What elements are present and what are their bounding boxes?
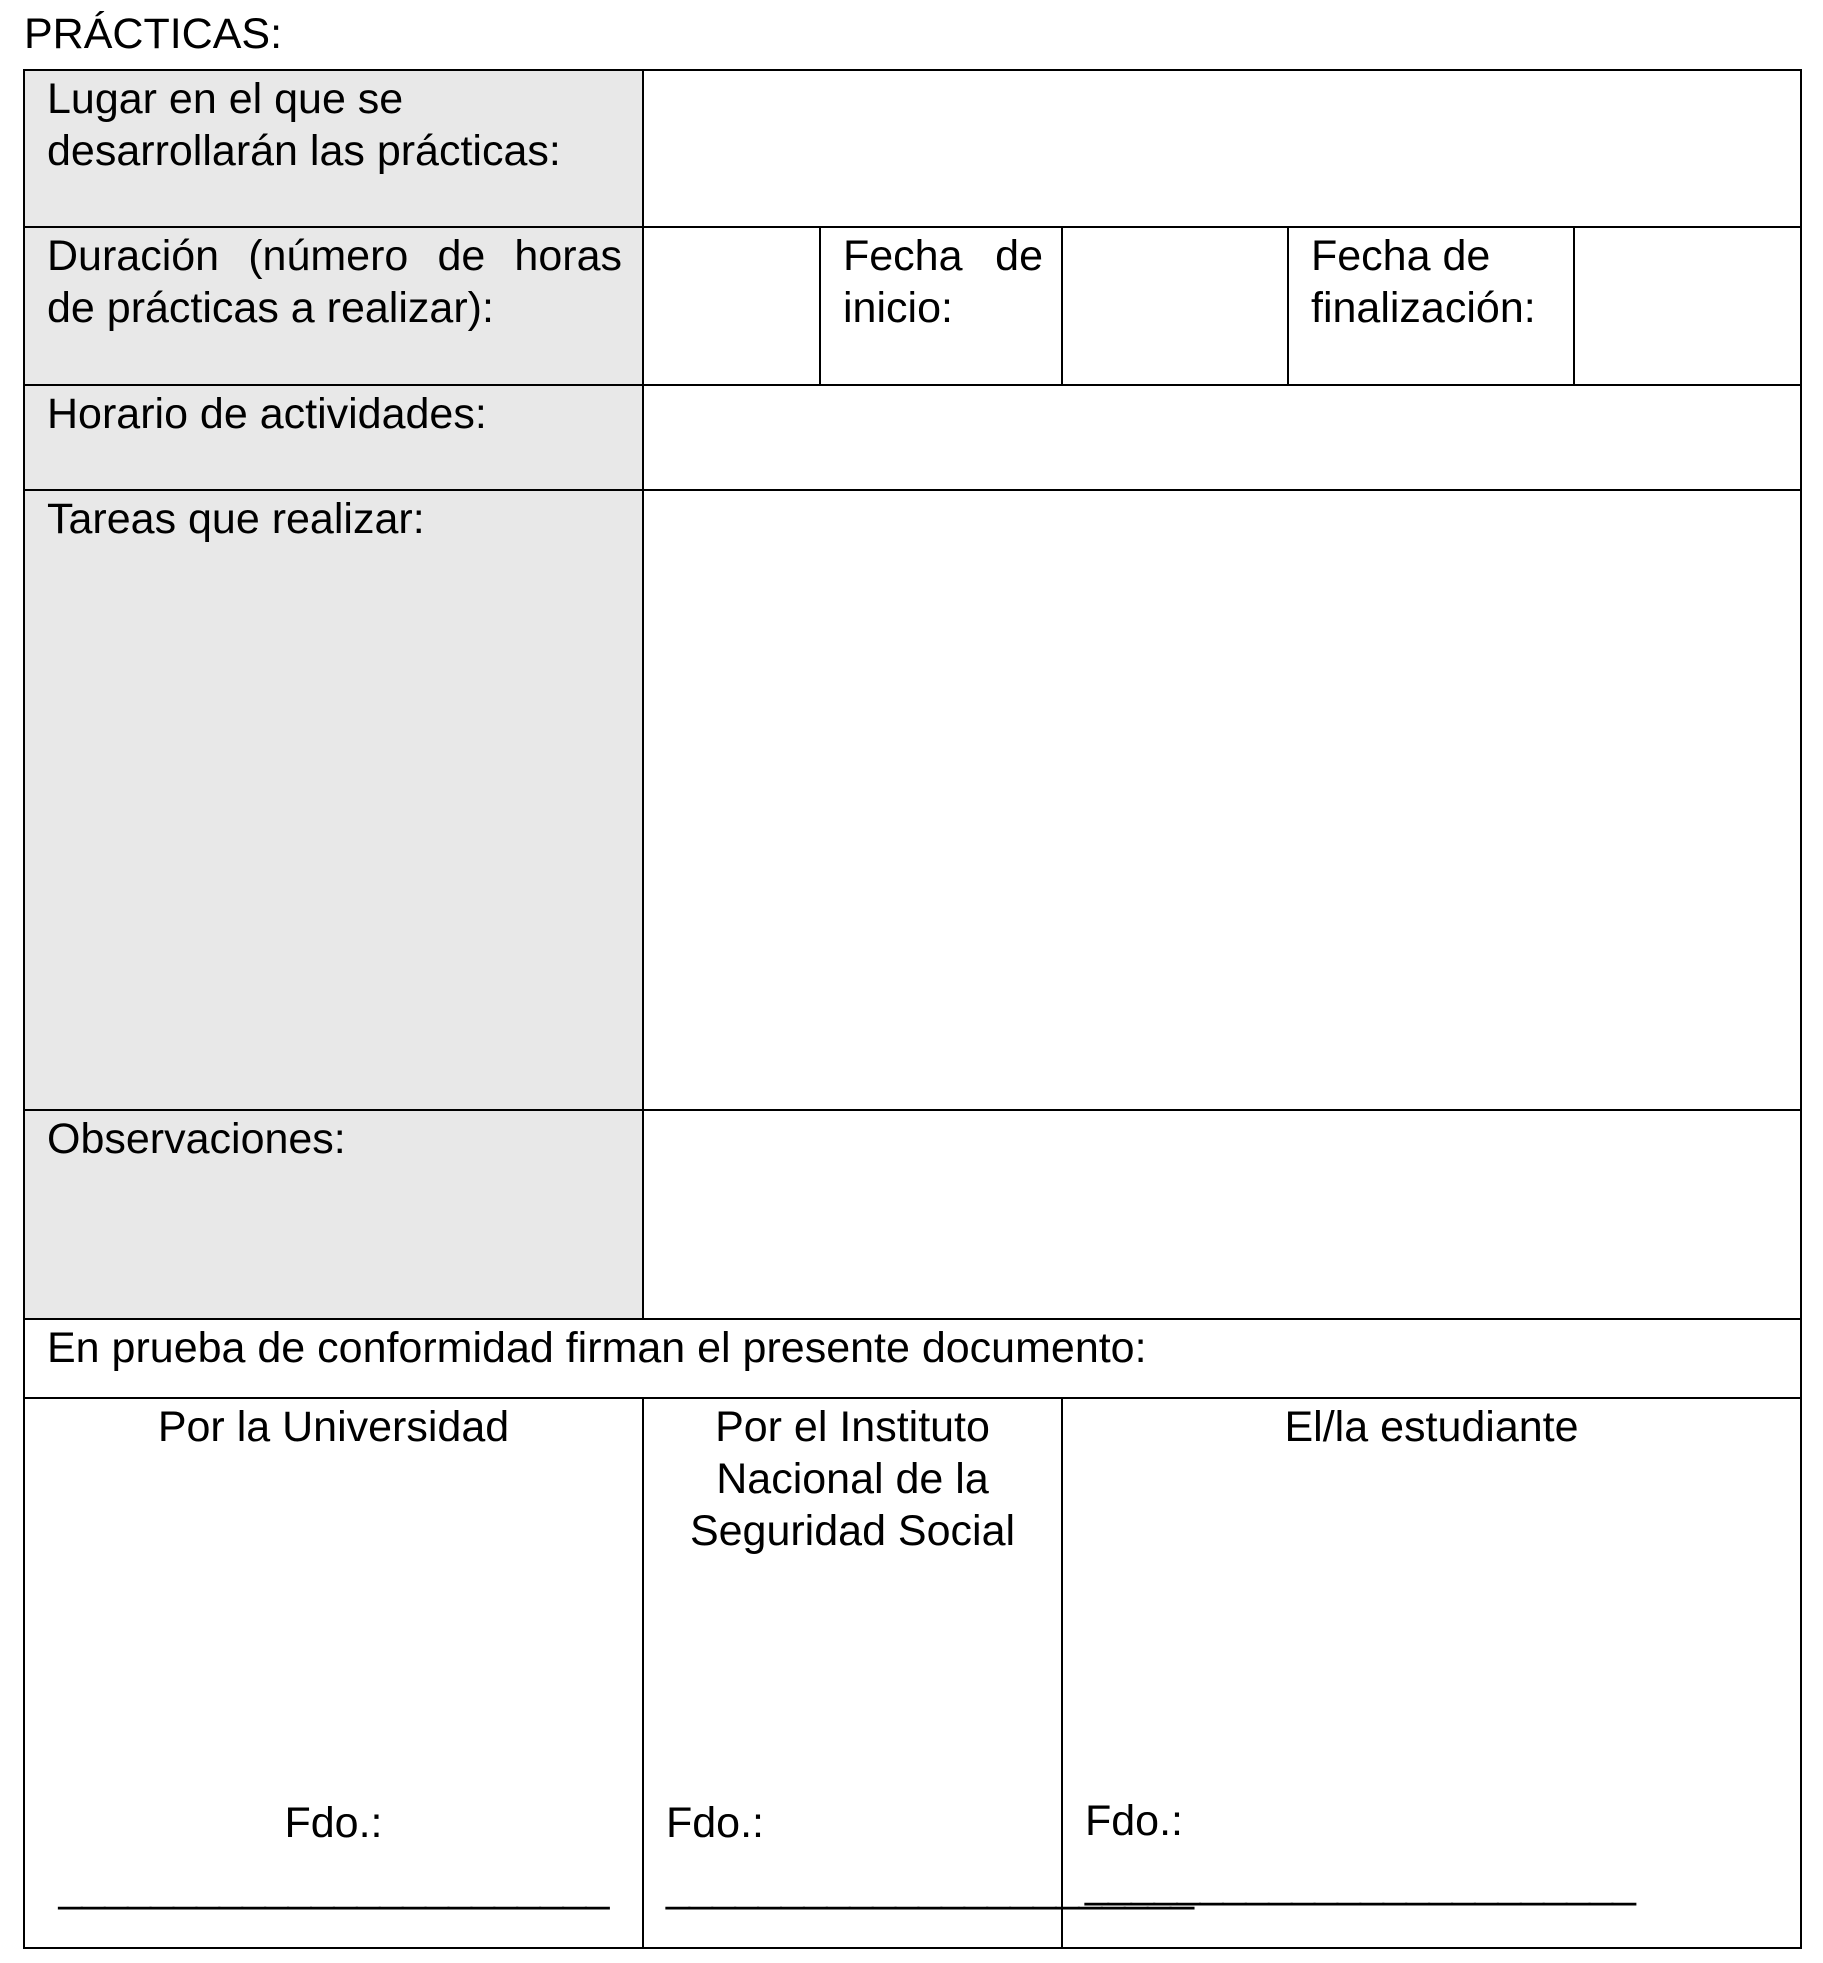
duracion-label: Duración (número de horas de prácticas a realizar):: [47, 232, 622, 332]
signature-inss-line: _______________________: [666, 1863, 1194, 1911]
tareas-label: Tareas que realizar:: [47, 495, 425, 543]
row-horario: [24, 385, 1801, 490]
tareas-field[interactable]: [643, 490, 1801, 1110]
signature-inss[interactable]: [643, 1398, 1194, 1948]
lugar-label-cell: [24, 70, 643, 227]
conformidad-cell: [24, 1319, 1801, 1398]
observaciones-label-cell: [24, 1110, 643, 1319]
row-observaciones: [24, 1110, 1801, 1319]
signature-estudiante-line: ________________________: [1085, 1859, 1635, 1907]
horario-label-cell: [24, 385, 643, 490]
row-duracion: [24, 227, 1801, 385]
fecha-inicio-field[interactable]: [1062, 227, 1288, 385]
tareas-label-cell: [24, 490, 643, 1110]
fecha-fin-label-cell: [1288, 227, 1574, 385]
practicas-form-table: [23, 69, 1802, 1949]
duracion-label-cell: [24, 227, 643, 385]
signature-estudiante-title: El/la estudiante: [1284, 1403, 1579, 1451]
signature-inss-fdo: Fdo.:: [666, 1799, 764, 1847]
row-signatures: [24, 1398, 1801, 1948]
lugar-field[interactable]: [643, 70, 1801, 227]
lugar-label: Lugar en el que se desarrollarán las prácticas:: [47, 75, 561, 175]
horario-label: Horario de actividades:: [47, 390, 487, 438]
signature-estudiante-fdo: Fdo.:: [1085, 1797, 1183, 1845]
duracion-field[interactable]: [643, 227, 820, 385]
fecha-inicio-label-cell: [820, 227, 1062, 385]
signature-universidad-fdo: Fdo.:: [284, 1799, 383, 1847]
signature-universidad[interactable]: [24, 1398, 643, 1948]
signature-universidad-title: Por la Universidad: [157, 1403, 510, 1451]
fecha-fin-label: Fecha de finalización:: [1311, 232, 1536, 332]
signature-universidad-line: ________________________: [58, 1863, 609, 1911]
fecha-fin-field[interactable]: [1574, 227, 1801, 385]
observaciones-label: Observaciones:: [47, 1115, 346, 1163]
fecha-inicio-label: Fecha de inicio:: [843, 232, 1043, 332]
row-lugar: [24, 70, 1801, 227]
signature-inss-title: Por el Instituto Nacional de la Seguridad Social: [689, 1403, 1016, 1555]
row-tareas: [24, 490, 1801, 1110]
row-conformidad: [24, 1319, 1801, 1398]
section-heading: PRÁCTICAS:: [24, 10, 283, 58]
conformidad-text: En prueba de conformidad firman el presente documento:: [47, 1324, 1147, 1372]
signature-estudiante[interactable]: [1062, 1398, 1801, 1948]
observaciones-field[interactable]: [643, 1110, 1801, 1319]
horario-field[interactable]: [643, 385, 1801, 490]
